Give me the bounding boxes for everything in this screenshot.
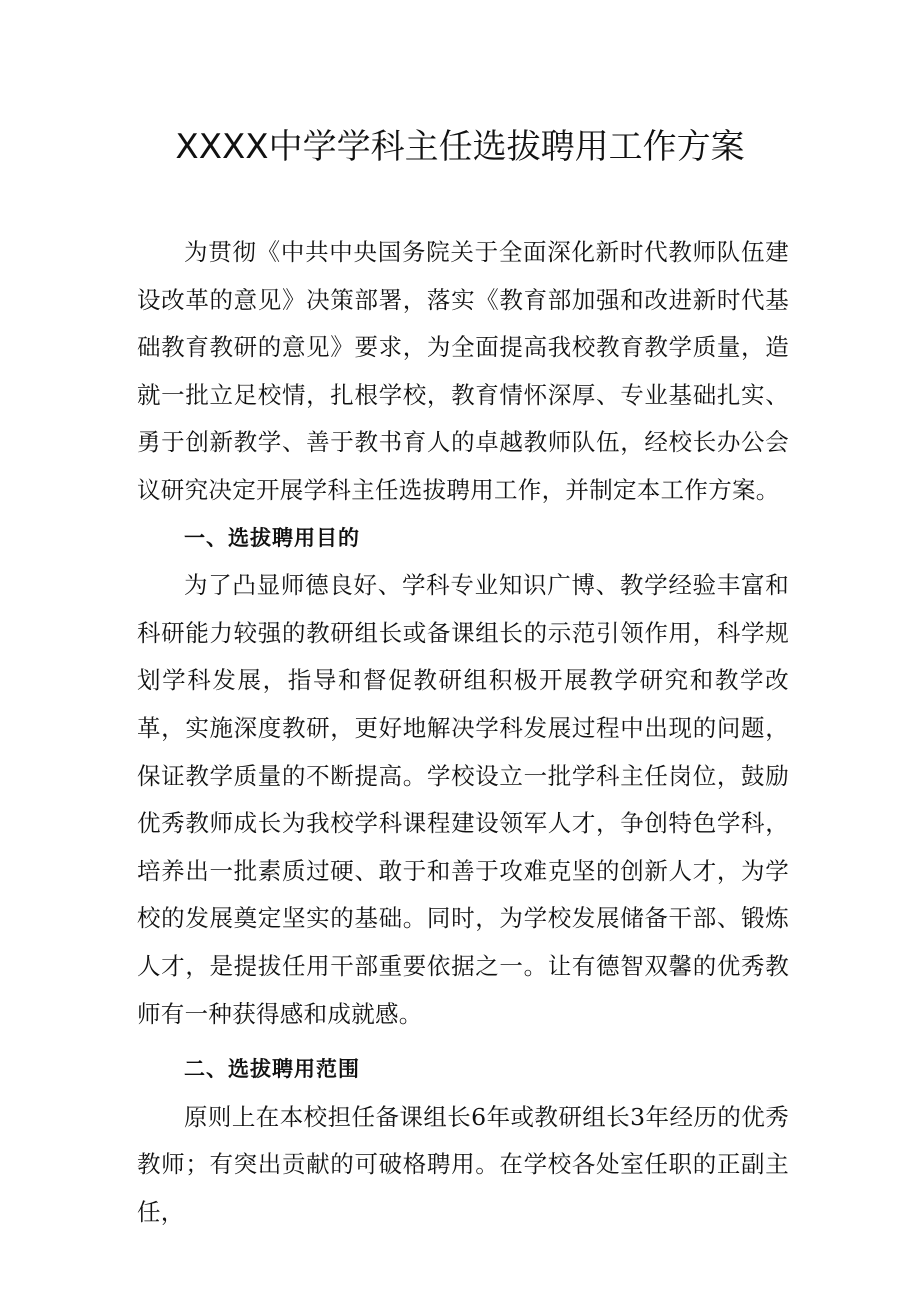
section-paragraph-scope: 原则上在本校担任备课组长6年或教研组长3年经历的优秀教师；有突出贡献的可破格聘用。在学校各处室任职的正副主任， (137, 1102, 789, 1226)
section-heading-scope: 二、选拔聘用范围 (184, 1057, 360, 1082)
section-paragraph-purpose: 为了凸显师德良好、学科专业知识广博、教学经验丰富和科研能力较强的教研组长或备课组长的示范引领作用，科学规划学科发展，指导和督促教研组积极开展教学研究和教学改革，实施深度教研，更好地解决学科发展过程中出现的问题，保证教学质量的不断提高。学校设立一批学科主任岗位，鼓励优秀教师成长为我校学科课程建设领军人才，争创特色学科，培养出一批素质过硬、敢于和善于攻难克坚的创新人才，为学校的发展奠定坚实的基础。同时，为学校发展储备干部、锻炼人才，是提拔任用干部重要依据之一。让有德智双馨的优秀教师有一种获得感和成就感。 (137, 571, 789, 1028)
intro-paragraph: 为贯彻《中共中央国务院关于全面深化新时代教师队伍建设改革的意见》决策部署，落实《教育部加强和改进新时代基础教育教研的意见》要求，为全面提高我校教育教学质量，造就一批立足校情，扎根学校，教育情怀深厚、专业基础扎实、勇于创新教学、善于教书育人的卓越教师队伍，经校长办公会议研究决定开展学科主任选拔聘用工作，并制定本工作方案。 (137, 238, 789, 504)
section-heading-purpose: 一、选拔聘用目的 (184, 525, 360, 550)
document-body (137, 229, 789, 1236)
document-title: XXXX中学学科主任选拔聘用工作方案 (175, 127, 745, 167)
